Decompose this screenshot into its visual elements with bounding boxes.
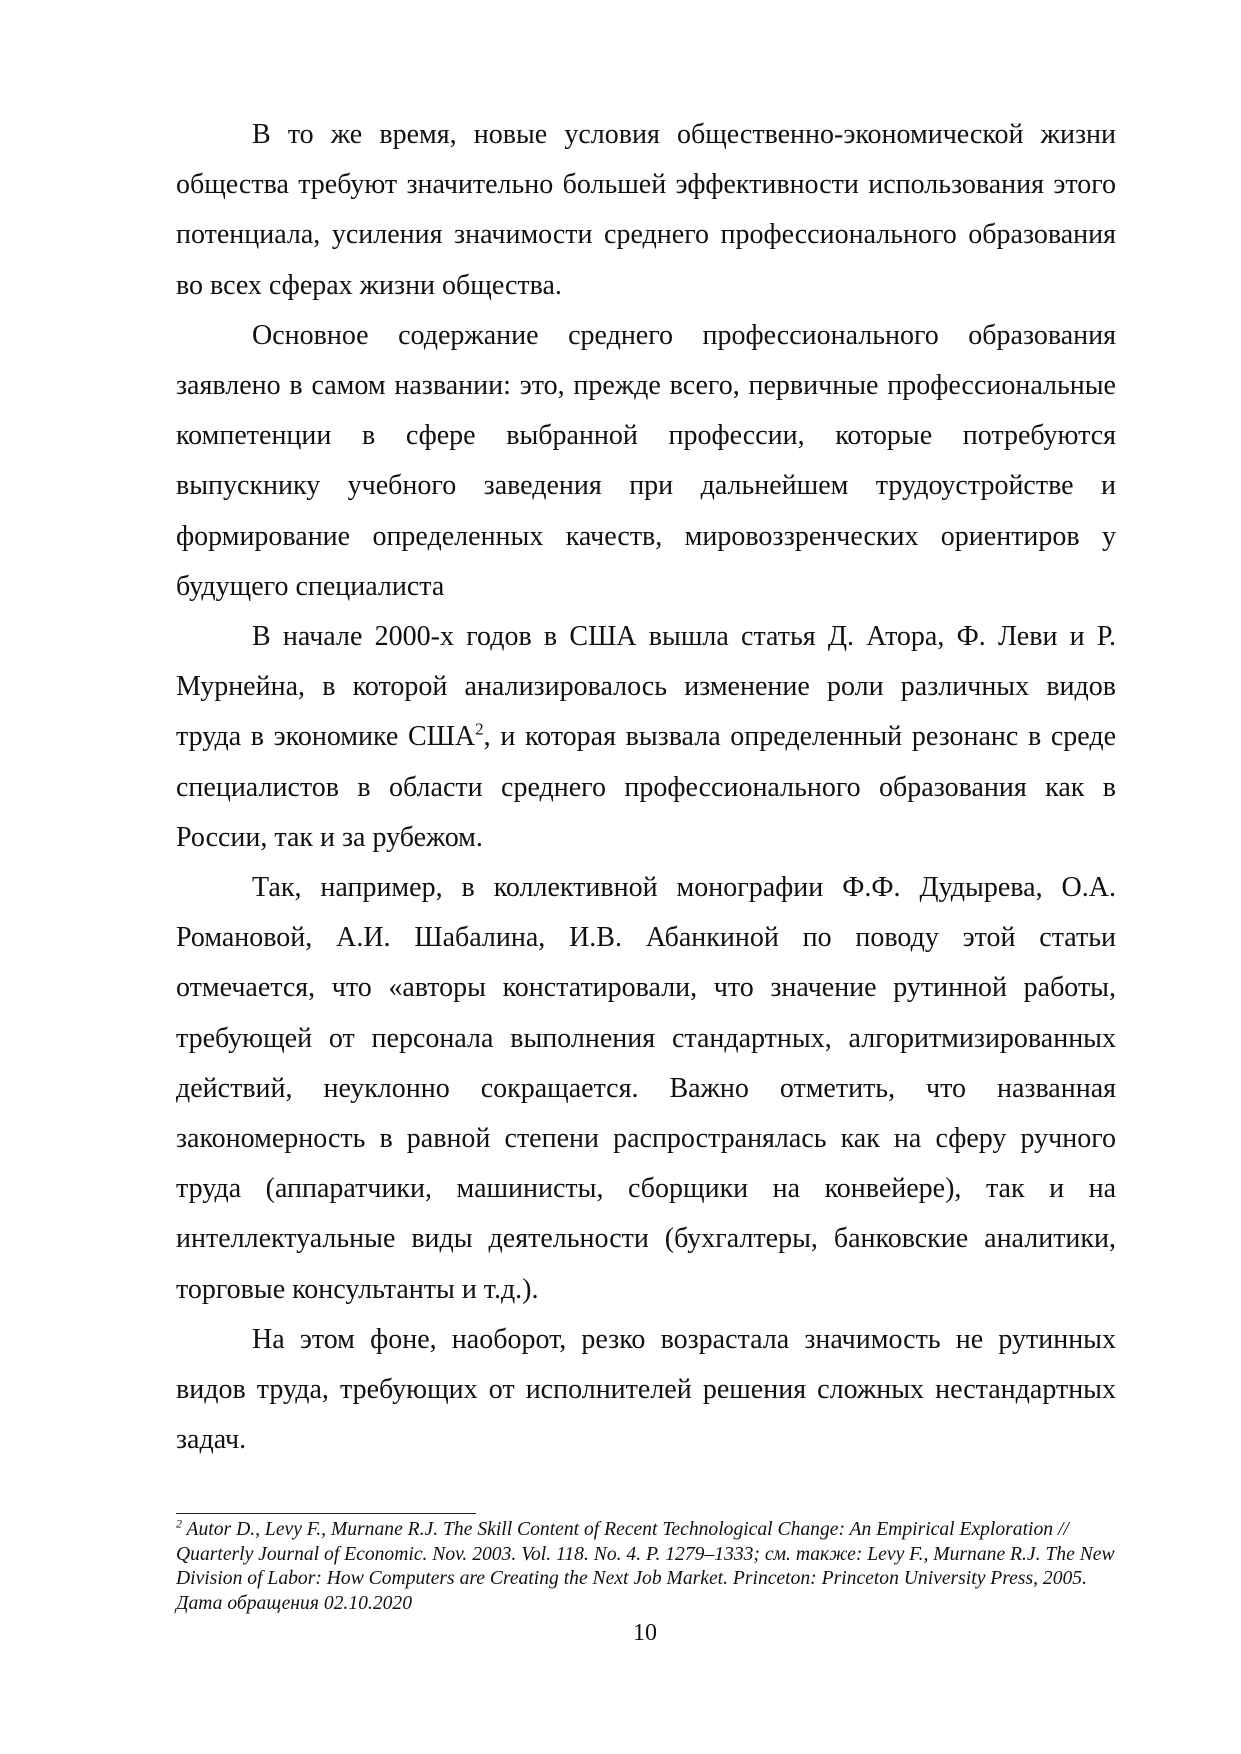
paragraph-5: На этом фоне, наоборот, резко возрастала значимость не рутинных видов труда, требующих от исполнителей решения сложных нестандартных задач. <box>176 1323 1116 1456</box>
paragraph-3 <box>176 612 1116 863</box>
footnote <box>176 1518 1121 1616</box>
footnote-marker: 2 <box>176 1516 182 1531</box>
paragraph-2: Основное содержание среднего профессионального образования заявлено в самом названии: это, прежде всего, первичные профессиональные компетенции в сфере выбранной профессии, которые потребуются выпускнику учебного заведения при дальнейшем трудоустройстве и формирование определенных качеств, мировоззренческих ориентиров у будущего специалиста <box>176 319 1116 602</box>
page-number: 10 <box>633 1620 657 1646</box>
paragraph-3-text-after-ref: , и которая вызвала определенный резонанс в среде специалистов в области среднего профессионального образования как в России, так и за рубежом. <box>176 721 1117 853</box>
paragraph-1: В то же время, новые условия общественно-экономической жизни общества требуют значительно большей эффективности использования этого потенциала, усиления значимости среднего профессионального образования во всех сферах жизни общества. <box>176 119 1116 301</box>
footnote-separator <box>176 1513 476 1514</box>
footnote-text: Autor D., Levy F., Murnane R.J. The Skill Content of Recent Technological Change: An Empirical Exploration // Quarterly Journal of Economic. Nov. 2003. Vol. 118. No. 4. P. 1279–1333; см. также: Levy F., Murnane R.J. The New Division of Labor: How Computers are Creating the Next Job Market. Princeton: Princeton University Press, 2005. Дата обращения 02.10.2020 <box>176 1519 1115 1614</box>
paragraph-3-text-before-ref: В начале 2000-х годов в США вышла статья Д. Атора, Ф. Леви и Р. Мурнейна, в которой анализировалось изменение роли различных видов труда в экономике США <box>176 621 1116 753</box>
paragraph-4: Так, например, в коллективной монографии Ф.Ф. Дудырева, О.А. Романовой, А.И. Шабалина, И.В. Абанкиной по поводу этой статьи отмечается, что «авторы констатировали, что значение рутинной работы, требующей от персонала выполнения стандартных, алгоритмизированных действий, неуклонно сокращается. Важно отметить, что названная закономерность в равной степени распространялась как на сферу ручного труда (аппаратчики, машинисты, сборщики на конвейере), так и на интеллектуальные виды деятельности (бухгалтеры, банковские аналитики, торговые консультанты и т.д.). <box>176 872 1116 1305</box>
footnote-reference[interactable]: 2 <box>475 720 484 740</box>
body-text <box>176 110 1116 1465</box>
